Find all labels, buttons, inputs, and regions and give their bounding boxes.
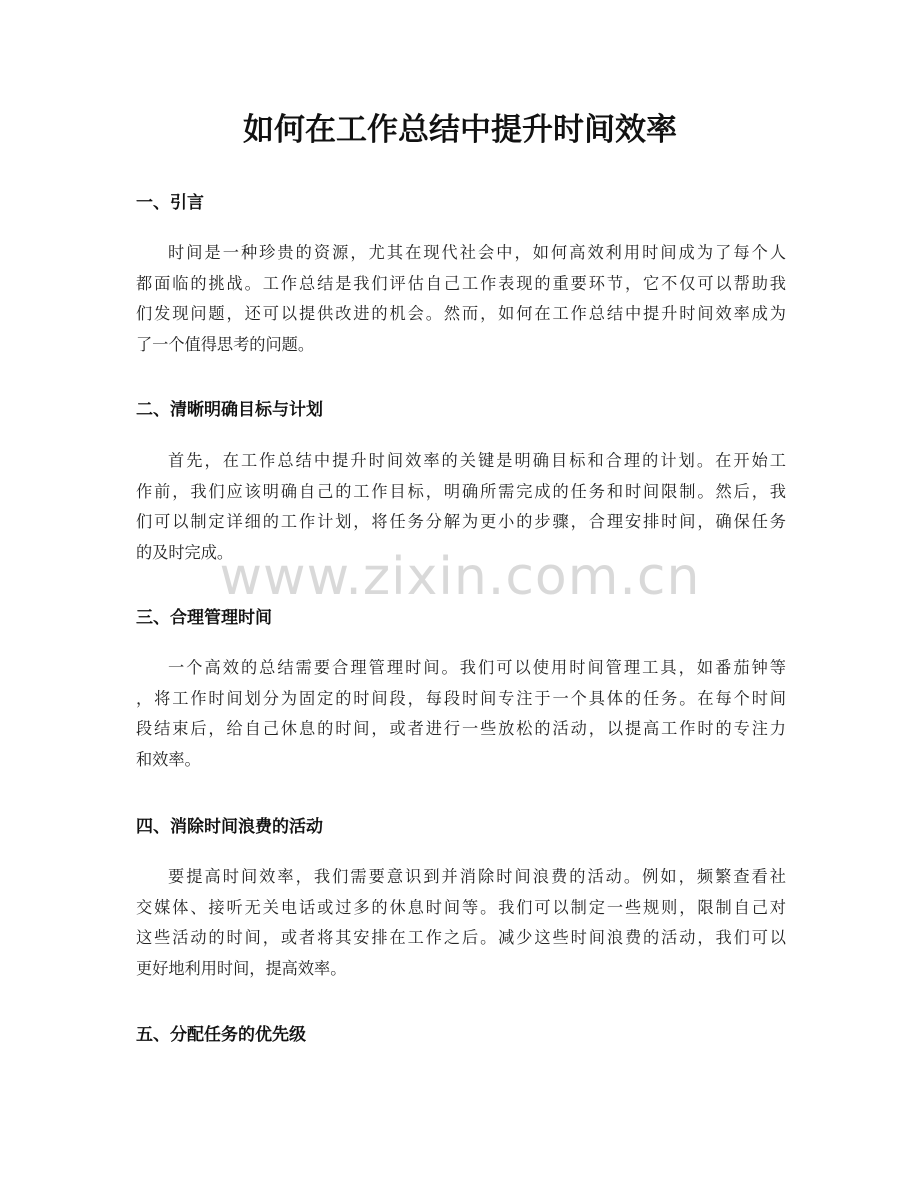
paragraph-line: 们发现问题，还可以提供改进的机会。然而，如何在工作总结中提升时间效率成为: [136, 304, 786, 324]
paragraph-line: 一个高效的总结需要合理管理时间。我们可以使用时间管理工具，如番茄钟等: [168, 658, 786, 677]
paragraph-line: 段结束后，给自己休息的时间，或者进行一些放松的活动，以提高工作时的专注力: [136, 719, 786, 739]
paragraph-line: ，将工作时间划分为固定的时间段，每段时间专注于一个具体的任务。在每个时间: [136, 688, 786, 708]
paragraph-line: 时间是一种珍贵的资源，尤其在现代社会中，如何高效利用时间成为了每个人: [168, 243, 786, 262]
section-paragraph-goals-and-plans: [136, 446, 786, 568]
document-title: 如何在工作总结中提升时间效率: [243, 112, 677, 148]
paragraph-line: 和效率。: [136, 749, 201, 769]
section-heading-goals-and-plans: 二、清晰明确目标与计划: [136, 400, 323, 420]
section-heading-task-priority: 五、分配任务的优先级: [136, 1025, 306, 1045]
paragraph-line: 作前，我们应该明确自己的工作目标，明确所需完成的任务和时间限制。然后，我: [136, 481, 786, 501]
paragraph-line: 了一个值得思考的问题。: [136, 334, 315, 354]
paragraph-line: 首先，在工作总结中提升时间效率的关键是明确目标和合理的计划。在开始工: [168, 451, 786, 470]
paragraph-line: 这些活动的时间，或者将其安排在工作之后。减少这些时间浪费的活动，我们可以: [136, 928, 786, 948]
paragraph-line: 更好地利用时间，提高效率。: [136, 958, 347, 978]
paragraph-line: 要提高时间效率，我们需要意识到并消除时间浪费的活动。例如，频繁查看社: [168, 867, 786, 886]
paragraph-line: 交媒体、接听无关电话或过多的休息时间等。我们可以制定一些规则，限制自己对: [136, 897, 786, 917]
watermark-text: www.zixin.com.cn: [219, 547, 701, 607]
section-paragraph-eliminate-waste: [136, 862, 786, 984]
paragraph-line: 们可以制定详细的工作计划，将任务分解为更小的步骤，合理安排时间，确保任务: [136, 512, 786, 532]
section-heading-introduction: 一、引言: [136, 193, 204, 213]
section-paragraph-time-management: [136, 653, 786, 775]
paragraph-line: 的及时完成。: [136, 542, 234, 562]
section-paragraph-introduction: [136, 238, 786, 360]
section-heading-time-management: 三、合理管理时间: [136, 608, 272, 628]
paragraph-line: 都面临的挑战。工作总结是我们评估自己工作表现的重要环节，它不仅可以帮助我: [136, 273, 786, 293]
section-heading-eliminate-waste: 四、消除时间浪费的活动: [136, 817, 323, 837]
